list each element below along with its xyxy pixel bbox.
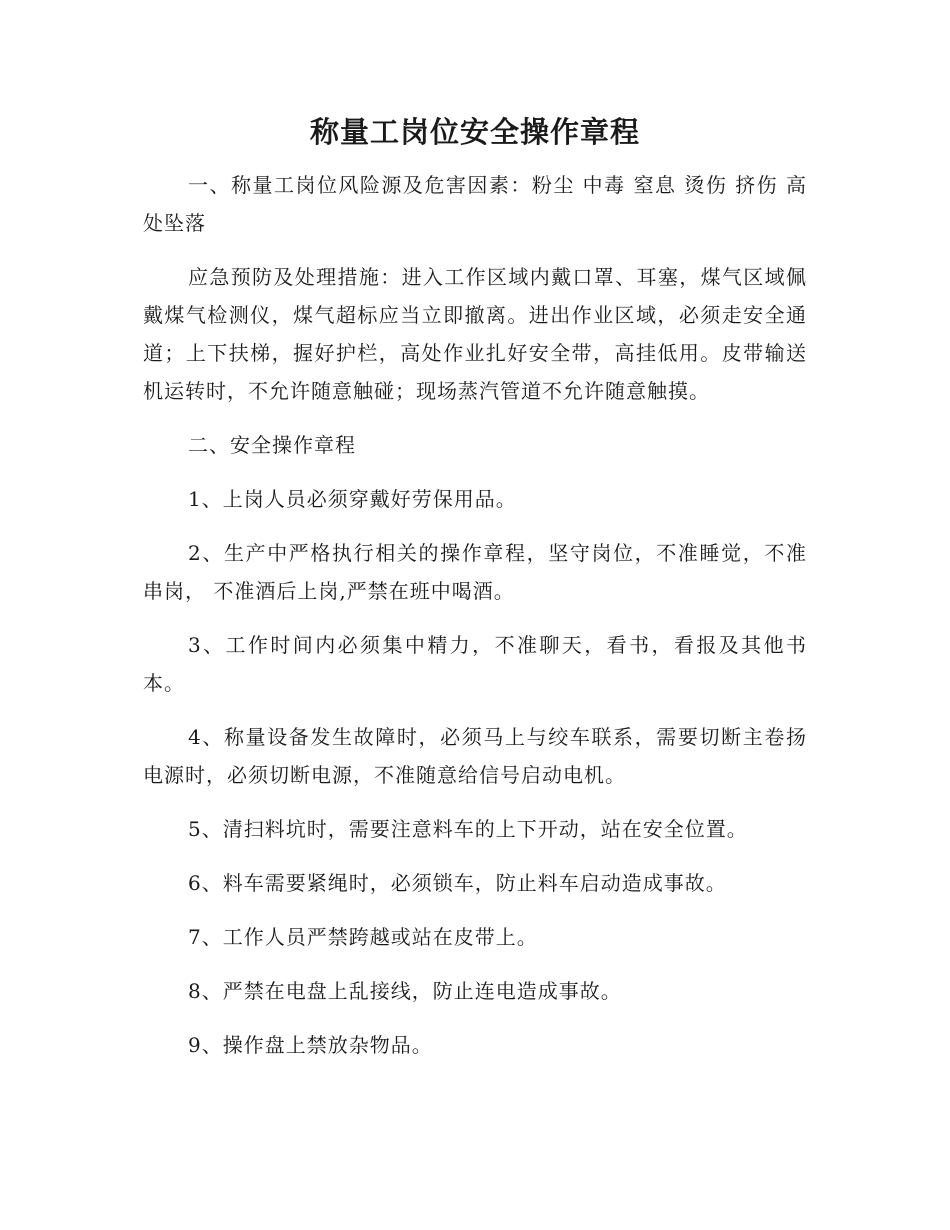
paragraph-rule-3: 3、工作时间内必须集中精力，不准聊天，看书，看报及其他书本。 [143, 633, 807, 695]
paragraph-rule-1: 1、上岗人员必须穿戴好劳保用品。 [188, 487, 517, 511]
paragraph-rule-7: 7、工作人员严禁跨越或站在皮带上。 [188, 925, 538, 949]
paragraph-rule-4: 4、称量设备发生故障时，必须马上与绞车联系，需要切断主卷扬电源时，必须切断电源，不准随意给信号启动电机。 [143, 725, 807, 787]
document-body [143, 166, 807, 1064]
paragraph-rule-6: 6、料车需要紧绳时，必须锁车，防止料车启动造成事故。 [188, 871, 727, 895]
paragraph-rule-2: 2、生产中严格执行相关的操作章程，坚守岗位，不准睡觉，不准串岗， 不准酒后上岗,严禁在班中喝酒。 [143, 541, 807, 603]
paragraph-rule-8: 8、严禁在电盘上乱接线，防止连电造成事故。 [188, 979, 622, 1003]
paragraph-section-heading: 二、安全操作章程 [188, 433, 356, 457]
document-title: 称量工岗位安全操作章程 [309, 115, 640, 149]
paragraph-emergency-measures: 应急预防及处理措施：进入工作区域内戴口罩、耳塞，煤气区域佩戴煤气检测仪，煤气超标应当立即撤离。进出作业区域，必须走安全通道；上下扶梯，握好护栏，高处作业扎好安全带，高挂低用。皮带输送机运转时，不允许随意触碰；现场蒸汽管道不允许随意触摸。 [143, 265, 807, 403]
paragraph-hazard-sources: 一、称量工岗位风险源及危害因素：粉尘 中毒 窒息 烫伤 挤伤 高处坠落 [143, 173, 807, 235]
paragraph-rule-9: 9、操作盘上禁放杂物品。 [188, 1033, 433, 1057]
paragraph-rule-5: 5、清扫料坑时，需要注意料车的上下开动，站在安全位置。 [188, 817, 748, 841]
